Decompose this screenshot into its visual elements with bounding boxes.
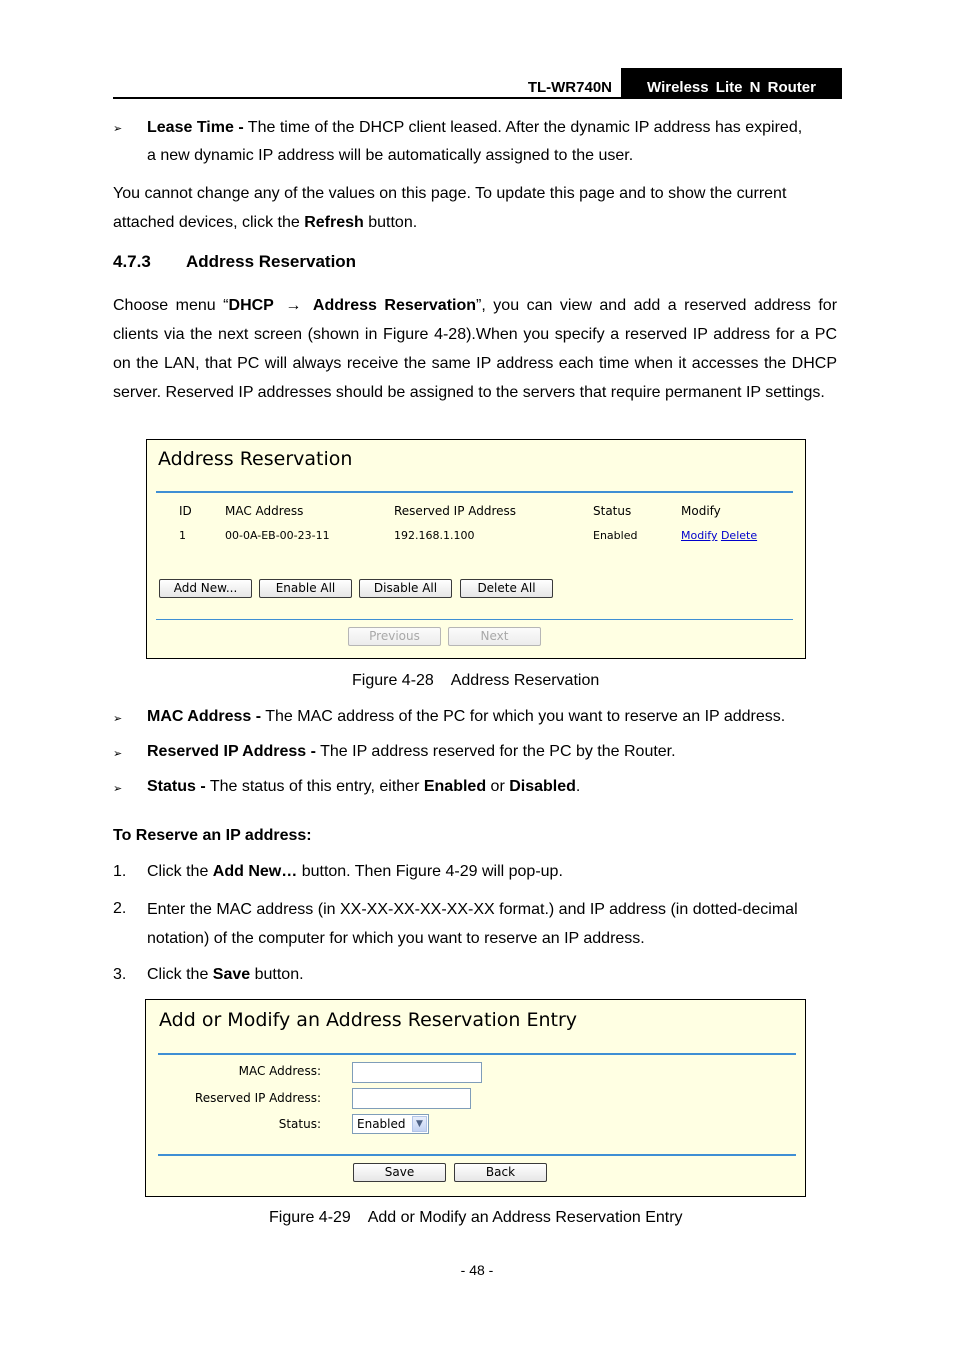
figure-28-caption: Figure 4-28 Address Reservation: [352, 672, 600, 689]
refresh-paragraph-post: button.: [363, 214, 418, 231]
step-3-pre: Click the: [147, 966, 213, 983]
menu-address-reservation: Address Reservation: [312, 297, 477, 314]
bullet-glyph: ➢: [113, 713, 123, 725]
arrow-right-icon: →: [285, 297, 302, 314]
status-desc-disabled: Disabled: [509, 778, 576, 795]
status-select[interactable]: [352, 1114, 429, 1134]
section-number: 4.7.3: [113, 252, 151, 271]
header-model: TL-WR740N: [527, 79, 612, 96]
panel-bottom-rule: [156, 619, 793, 620]
reserved-ip-input[interactable]: [352, 1088, 471, 1109]
step-1-pre: Click the: [147, 863, 213, 880]
bullet-glyph: ➢: [113, 748, 123, 760]
previous-button[interactable]: Previous: [348, 627, 441, 646]
bullet-glyph: ➢: [113, 123, 123, 135]
panel-top-rule: [156, 491, 793, 493]
reserved-ip-desc-text: The IP address reserved for the PC by the Router.: [315, 743, 676, 760]
page-number: - 48 -: [460, 1262, 494, 1278]
section-paragraph: [113, 291, 837, 407]
mac-address-desc-label: MAC Address -: [147, 708, 262, 725]
row-mac: 00-0A-EB-00-23-11: [225, 529, 330, 542]
panel-bottom-rule: [158, 1154, 796, 1156]
add-modify-reservation-panel: [145, 999, 806, 1197]
step-3-number: 3.: [113, 966, 127, 983]
step-3-post: button.: [250, 966, 304, 983]
status-desc-label: Status -: [147, 778, 206, 795]
status-desc: [147, 773, 837, 801]
back-button[interactable]: Back: [454, 1163, 547, 1182]
delete-all-button[interactable]: Delete All: [460, 579, 553, 598]
lease-time-text-2: a new dynamic IP address will be automatically assigned to the user.: [147, 147, 634, 164]
step-3-bold: Save: [212, 966, 251, 983]
lease-time-text-1: The time of the DHCP client leased. After the dynamic IP address has expired,: [243, 119, 803, 136]
figure-29-caption: Figure 4-29 Add or Modify an Address Reservation Entry: [269, 1209, 683, 1226]
col-id-header: ID: [179, 504, 192, 518]
step-3-text: [147, 961, 837, 989]
header-product: Wireless Lite N Router: [621, 68, 842, 99]
mac-address-input[interactable]: [352, 1062, 482, 1083]
mac-address-desc: [147, 703, 837, 731]
step-2-line-1: Enter the MAC address (in XX-XX-XX-XX-XX-XX format.) and IP address (in dotted-decimal: [147, 901, 798, 918]
section-title: Address Reservation: [186, 252, 357, 271]
status-desc-or: or: [486, 778, 510, 795]
next-button[interactable]: Next: [448, 627, 541, 646]
col-status-header: Status: [593, 504, 632, 518]
menu-dhcp: DHCP: [228, 297, 274, 314]
mac-address-label: MAC Address:: [238, 1064, 321, 1078]
col-modify-header: Modify: [681, 504, 721, 518]
disable-all-button[interactable]: Disable All: [359, 579, 452, 598]
step-2-number: 2.: [113, 900, 127, 917]
panel-top-rule: [158, 1053, 796, 1055]
delete-link[interactable]: Delete: [720, 529, 758, 542]
step-1-number: 1.: [113, 863, 127, 880]
lease-time-desc: [147, 114, 837, 170]
col-mac-header: MAC Address: [225, 504, 304, 518]
panel-title: Address Reservation: [158, 448, 353, 470]
header-rule: [113, 97, 842, 99]
section-paragraph-post: ”, you can view and add a reserved address for clients via the next screen (shown in Figure 4-28).When you specify a reserved IP address for a PC on the LAN, that PC will always receive the same IP address each time when it accesses the DHCP server. Reserved IP addresses should be assigned to the servers that require permanent IP settings.: [113, 297, 838, 401]
status-select-value: Enabled: [357, 1117, 406, 1131]
status-desc-pre: The status of this entry, either: [205, 778, 424, 795]
row-status: Enabled: [593, 529, 638, 542]
refresh-paragraph: [113, 179, 833, 237]
row-modify-links: [681, 529, 757, 542]
mac-address-desc-text: The MAC address of the PC for which you want to reserve an IP address.: [261, 708, 786, 725]
reserved-ip-desc-label: Reserved IP Address -: [147, 743, 316, 760]
step-1-bold: Add New…: [212, 863, 298, 880]
row-ip: 192.168.1.100: [394, 529, 475, 542]
modify-link[interactable]: Modify: [681, 529, 718, 542]
add-new-button[interactable]: Add New...: [159, 579, 252, 598]
step-1-text: [147, 858, 837, 886]
status-desc-end: .: [575, 778, 581, 795]
refresh-paragraph-bold: Refresh: [304, 214, 364, 231]
step-1-post: button. Then Figure 4-29 will pop-up.: [297, 863, 563, 880]
panel-title: Add or Modify an Address Reservation Entry: [159, 1009, 578, 1031]
step-2-line-2: notation) of the computer for which you want to reserve an IP address.: [147, 930, 645, 947]
chevron-down-icon[interactable]: ▼: [412, 1116, 427, 1132]
address-reservation-panel: [146, 439, 806, 659]
save-button[interactable]: Save: [353, 1163, 446, 1182]
step-2-text: [147, 895, 837, 953]
reserved-ip-label: Reserved IP Address:: [194, 1091, 321, 1105]
enable-all-button[interactable]: Enable All: [259, 579, 352, 598]
col-ip-header: Reserved IP Address: [394, 504, 517, 518]
status-label: Status:: [278, 1117, 321, 1131]
status-desc-enabled: Enabled: [423, 778, 487, 795]
steps-heading: To Reserve an IP address:: [113, 827, 312, 844]
refresh-paragraph-pre: You cannot change any of the values on this page. To update this page and to show the current attached devices, click the: [113, 185, 787, 231]
section-paragraph-pre: Choose menu “: [113, 297, 229, 314]
reserved-ip-desc: [147, 738, 837, 766]
lease-time-label: Lease Time -: [147, 119, 244, 136]
row-id: 1: [179, 529, 186, 542]
bullet-glyph: ➢: [113, 783, 123, 795]
